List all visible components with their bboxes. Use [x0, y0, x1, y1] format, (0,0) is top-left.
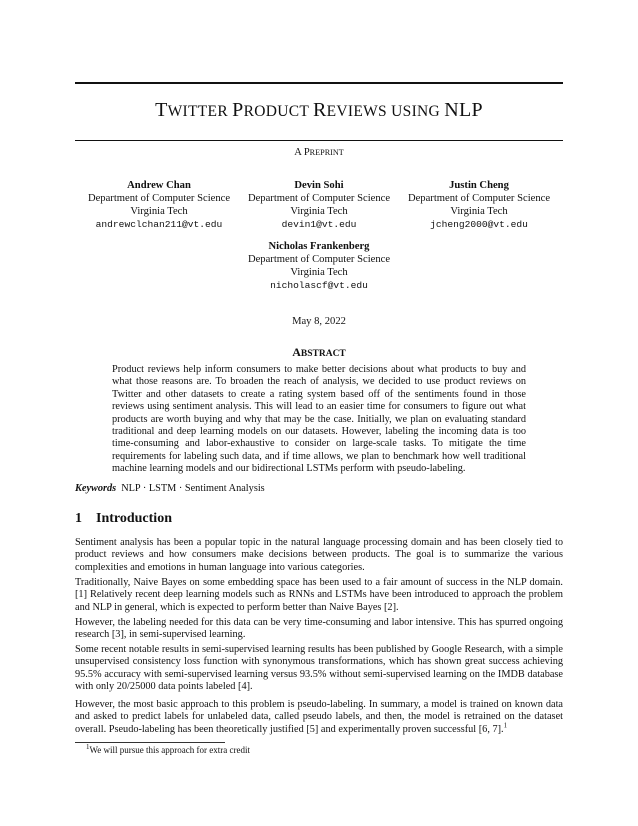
author-dept: Department of Computer Science — [87, 193, 231, 204]
author-block — [69, 179, 249, 231]
footnote-rule — [75, 742, 225, 743]
keywords-text: NLP · LSTM · Sentiment Analysis — [121, 483, 265, 494]
author-block — [389, 179, 569, 231]
author-name: Nicholas Frankenberg — [268, 241, 370, 252]
author-email: andrewclchan211@vt.edu — [95, 219, 223, 230]
footnote-text: We will pursue this approach for extra credit — [89, 745, 250, 755]
author-institution: Virginia Tech — [290, 206, 348, 217]
footnote — [86, 745, 250, 755]
author-block — [229, 240, 409, 292]
body-paragraph: However, the labeling needed for this data can be very time-consuming and labor intensive. This has spurred ongoing research [3], in semi-supervised learning. — [75, 617, 563, 641]
author-institution: Virginia Tech — [450, 206, 508, 217]
author-name: Devin Sohi — [294, 180, 344, 191]
section-number: 1 — [75, 511, 82, 526]
section-heading — [75, 511, 172, 527]
body-paragraph: Sentiment analysis has been a popular topic in the natural language processing domain and has been closely tied to product reviews and how consumers make decisions between products. The goal is to summarize the various complexities and emotions in human language into various categories. — [75, 537, 563, 573]
author-email: jcheng2000@vt.edu — [430, 219, 528, 230]
author-email: nicholascf@vt.edu — [270, 280, 368, 291]
title-top-rule — [75, 82, 563, 84]
author-dept: Department of Computer Science — [247, 193, 391, 204]
author-institution: Virginia Tech — [130, 206, 188, 217]
body-paragraph: Traditionally, Naive Bayes on some embedding space has been used to a fair amount of success in the NLP domain.[1] Relatively recent deep learning models such as RNNs and LSTMs have been introduced to approach the problem and NLP in general, which is expected to perform better than Naive Bayes [2]. — [75, 577, 563, 613]
author-institution: Virginia Tech — [290, 267, 348, 278]
section-title: Introduction — [96, 511, 172, 526]
keywords-line — [75, 483, 563, 494]
preprint-label: A PREPRINT — [294, 147, 344, 158]
abstract-heading: ABSTRACT — [292, 345, 346, 359]
abstract-text: Product reviews help inform consumers to make better decisions about what products to buy and what those reasons are. To broaden the reach of analysis, we decided to use product reviews on Twitter and other datasets to create a rating system based off of the sentiments found in those reviews using sentiment analysis. This will lead to an easier time for consumers to figure out what products are worth buying and why that may be the case. Initially, we plan on evaluating standard traditional and deep learning models on our datasets. However, labeling the incoming data is too time-consuming and labor-exhaustive to consider on large-scale tasks. To mitigate the time requirements for labeling such data, and if time allows, we plan to benchmark how well traditional machine learning models and our bidirectional LSTMs perform with pseudo-labeling. — [112, 364, 526, 475]
body-paragraph: However, the most basic approach to this problem is pseudo-labeling. In summary, a model is trained on known data and asked to predict labels for unlabeled data, called pseudo labels, and then, the model is retrained on the dataset overall. Pseudo-labeling has been theoretically justified [5] and experimentally proven successful [6, 7].$^1$ — [75, 699, 563, 735]
author-name: Andrew Chan — [127, 180, 191, 191]
footnote-ref[interactable]: 1 — [503, 721, 508, 730]
paper-title: TWITTER PRODUCT REVIEWS USING NLP — [155, 99, 483, 121]
author-email: devin1@vt.edu — [281, 219, 357, 230]
body-paragraph: Some recent notable results in semi-supervised learning results has been published by Google Research, with a simple unsupervised consistency loss function with synonymous transformations, which has shown great success achieving 95.5% accuracy with semi-supervised learning versus 93.5% without semi-supervised learning on the IMDB database with only 20/25000 data points labeled [4]. — [75, 644, 563, 692]
author-block — [229, 179, 409, 231]
paper-date: May 8, 2022 — [292, 316, 346, 327]
author-dept: Department of Computer Science — [247, 254, 391, 265]
footnote-mark: 1 — [86, 743, 90, 751]
author-name: Justin Cheng — [449, 180, 509, 191]
keywords-label: Keywords — [75, 483, 117, 494]
author-dept: Department of Computer Science — [407, 193, 551, 204]
title-bottom-rule — [75, 140, 563, 141]
